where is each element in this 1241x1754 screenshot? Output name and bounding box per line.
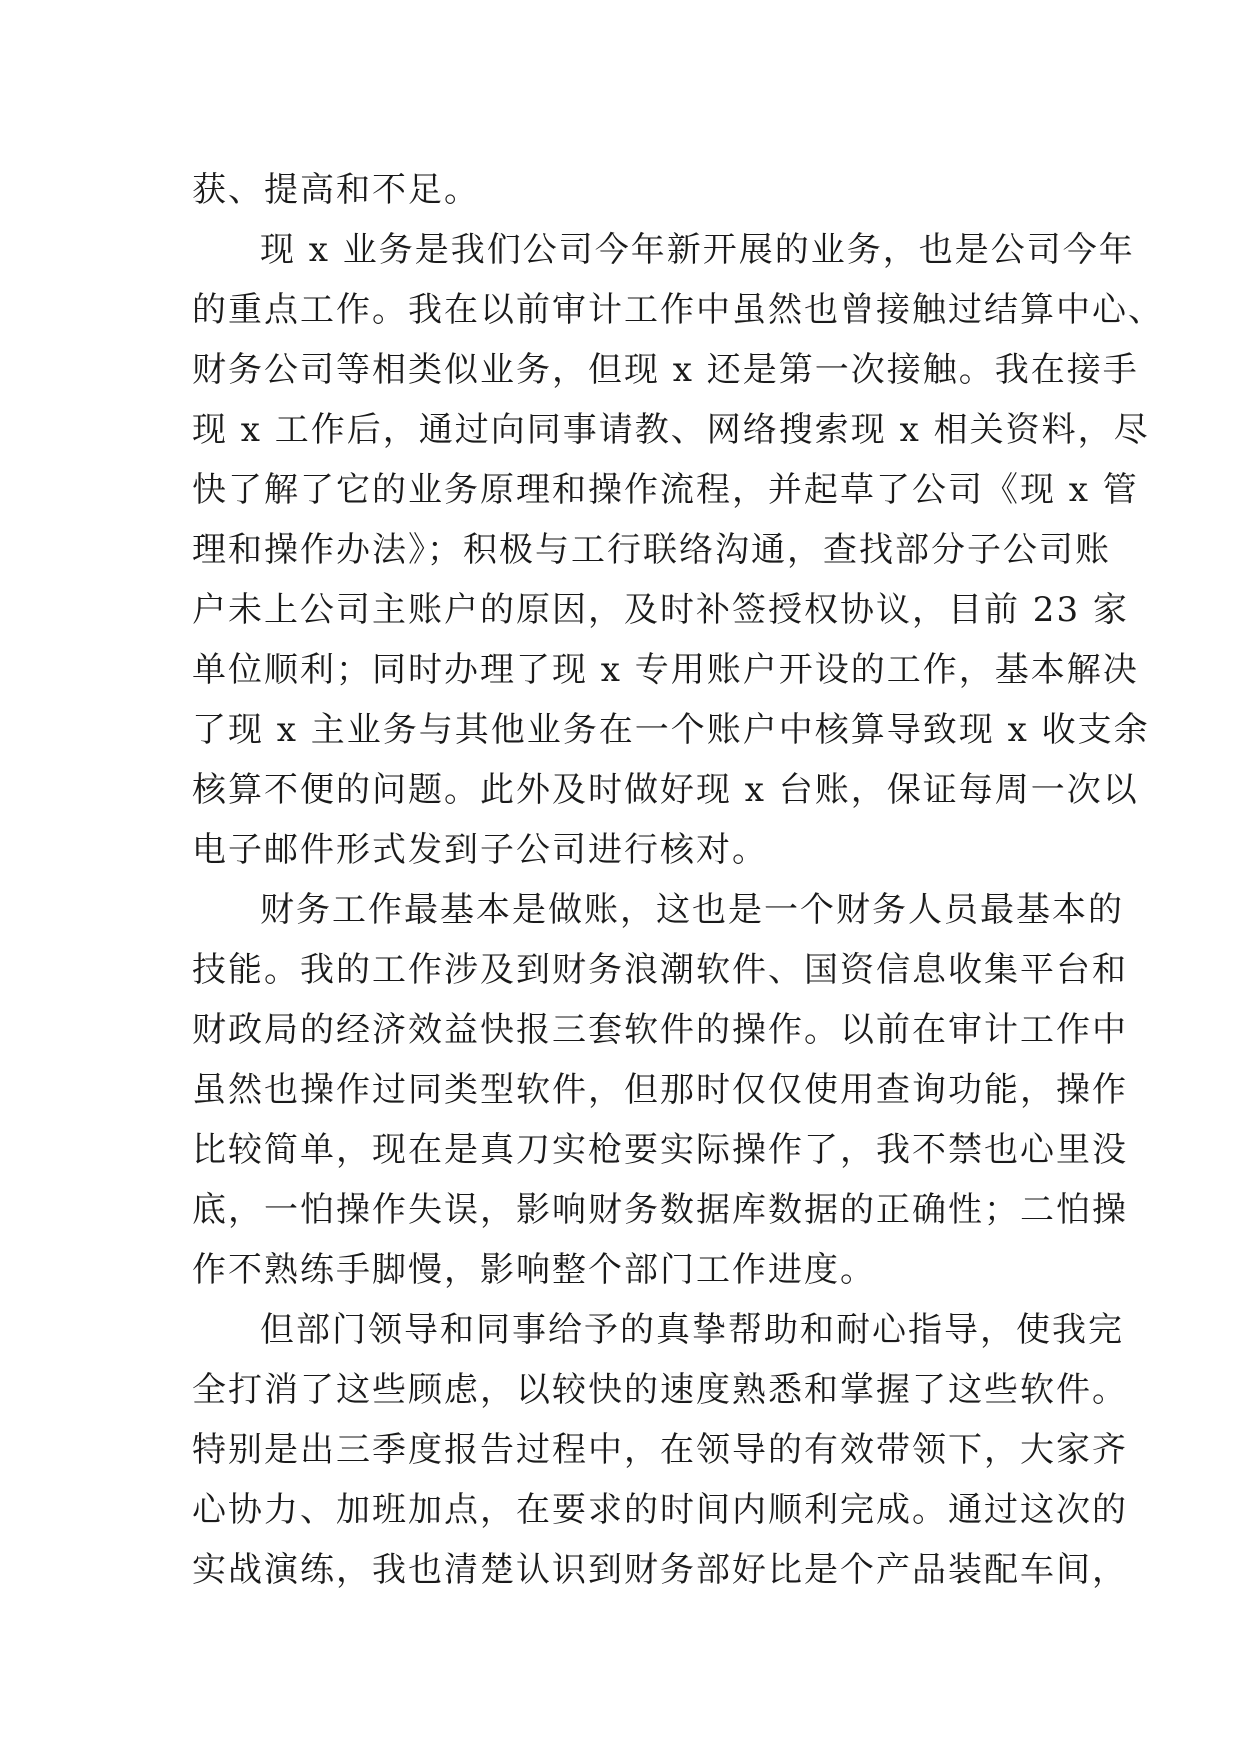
text-line: 技能。我的工作涉及到财务浪潮软件、国资信息收集平台和 bbox=[192, 950, 1128, 990]
text-line: 财务公司等相类似业务，但现 x 还是第一次接触。我在接手 bbox=[192, 350, 1139, 390]
text-line: 了现 x 主业务与其他业务在一个账户中核算导致现 x 收支余 bbox=[192, 710, 1150, 750]
text-line: 快了解了它的业务原理和操作流程，并起草了公司《现 x 管 bbox=[192, 470, 1139, 510]
text-line: 但部门领导和同事给予的真挚帮助和耐心指导，使我完 bbox=[260, 1310, 1124, 1350]
text-line: 的重点工作。我在以前审计工作中虽然也曾接触过结算中心、 bbox=[192, 290, 1164, 330]
text-line: 核算不便的问题。此外及时做好现 x 台账，保证每周一次以 bbox=[192, 770, 1139, 810]
text-line: 虽然也操作过同类型软件，但那时仅仅使用查询功能，操作 bbox=[192, 1070, 1128, 1110]
text-line: 底，一怕操作失误，影响财务数据库数据的正确性；二怕操 bbox=[192, 1190, 1128, 1230]
text-line: 单位顺利；同时办理了现 x 专用账户开设的工作，基本解决 bbox=[192, 650, 1139, 690]
text-line: 现 x 工作后，通过向同事请教、网络搜索现 x 相关资料，尽 bbox=[192, 410, 1150, 450]
text-line: 财政局的经济效益快报三套软件的操作。以前在审计工作中 bbox=[192, 1010, 1128, 1050]
text-line: 比较简单，现在是真刀实枪要实际操作了，我不禁也心里没 bbox=[192, 1130, 1128, 1170]
text-line: 现 x 业务是我们公司今年新开展的业务，也是公司今年 bbox=[260, 230, 1135, 270]
body-text bbox=[192, 160, 1164, 1600]
text-line: 理和操作办法》；积极与工行联络沟通，查找部分子公司账 bbox=[192, 530, 1111, 570]
text-line: 财务工作最基本是做账，这也是一个财务人员最基本的 bbox=[260, 890, 1124, 930]
text-line: 获、提高和不足。 bbox=[192, 170, 480, 210]
text-line: 心协力、加班加点，在要求的时间内顺利完成。通过这次的 bbox=[192, 1490, 1128, 1530]
text-line: 实战演练，我也清楚认识到财务部好比是个产品装配车间， bbox=[192, 1550, 1128, 1590]
text-line: 全打消了这些顾虑，以较快的速度熟悉和掌握了这些软件。 bbox=[192, 1370, 1128, 1410]
text-line: 户未上公司主账户的原因，及时补签授权协议，目前 23 家 bbox=[192, 590, 1129, 630]
text-line: 作不熟练手脚慢，影响整个部门工作进度。 bbox=[192, 1250, 876, 1290]
text-line: 特别是出三季度报告过程中，在领导的有效带领下，大家齐 bbox=[192, 1430, 1128, 1470]
text-line: 电子邮件形式发到子公司进行核对。 bbox=[192, 830, 768, 870]
